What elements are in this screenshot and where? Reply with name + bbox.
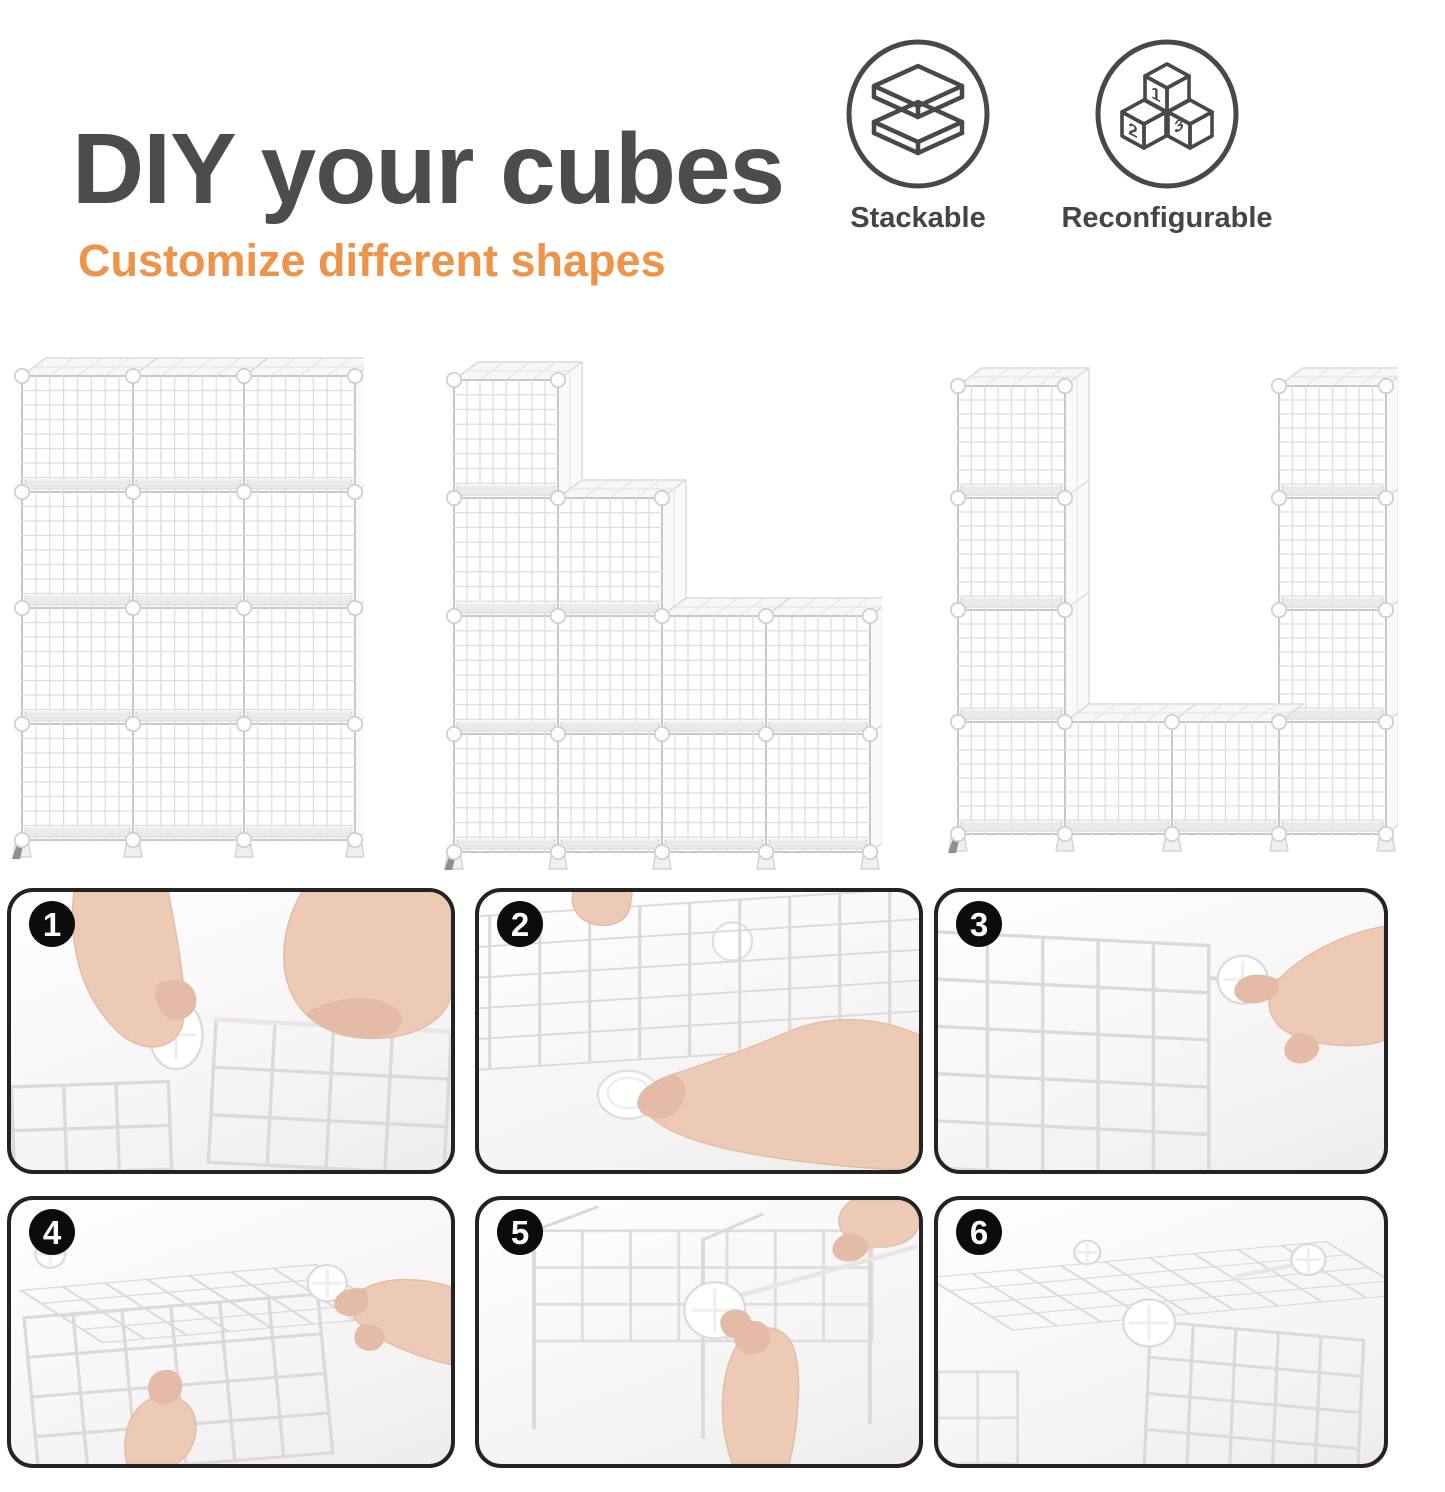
step-panel-6 [934, 1196, 1388, 1468]
step-number: 6 [969, 1213, 989, 1251]
step-number-badge [956, 1209, 1002, 1255]
step-number: 2 [510, 905, 530, 943]
step-number: 4 [42, 1213, 62, 1251]
feature-label: Stackable [850, 202, 986, 234]
feature-stackable [833, 38, 1003, 235]
step-panel-1 [7, 888, 455, 1174]
svg-text:2: 2 [1128, 118, 1138, 143]
step-2-illustration [479, 892, 919, 1170]
numbered-cubes-icon [1092, 38, 1242, 190]
step-panel-3 [934, 888, 1388, 1174]
stacked-boards-icon [843, 38, 993, 190]
svg-text:1: 1 [1151, 82, 1161, 107]
page-subtitle: Customize different shapes [78, 235, 666, 287]
step-4-illustration [11, 1200, 451, 1464]
cube-config-u-shape [948, 356, 1398, 856]
feature-reconfigurable [1061, 38, 1273, 235]
step-1-illustration [11, 892, 451, 1170]
svg-text:3: 3 [1174, 113, 1184, 138]
step-3-illustration [938, 892, 1384, 1170]
step-6-illustration [938, 1200, 1384, 1464]
cube-config-staircase [444, 350, 882, 870]
step-panel-4 [7, 1196, 455, 1468]
page-title: DIY your cubes [72, 113, 785, 225]
step-5-illustration [479, 1200, 919, 1464]
feature-label: Reconfigurable [1061, 202, 1273, 234]
step-number: 1 [42, 905, 62, 943]
step-number-badge [956, 901, 1002, 947]
step-number: 5 [510, 1213, 530, 1251]
step-number-badge [29, 1209, 75, 1255]
step-number-badge [497, 901, 543, 947]
step-panel-2 [475, 888, 923, 1174]
step-number: 3 [969, 905, 989, 943]
step-number-badge [29, 901, 75, 947]
cube-config-grid-tower [12, 346, 364, 862]
step-number-badge [497, 1209, 543, 1255]
step-panel-5 [475, 1196, 923, 1468]
